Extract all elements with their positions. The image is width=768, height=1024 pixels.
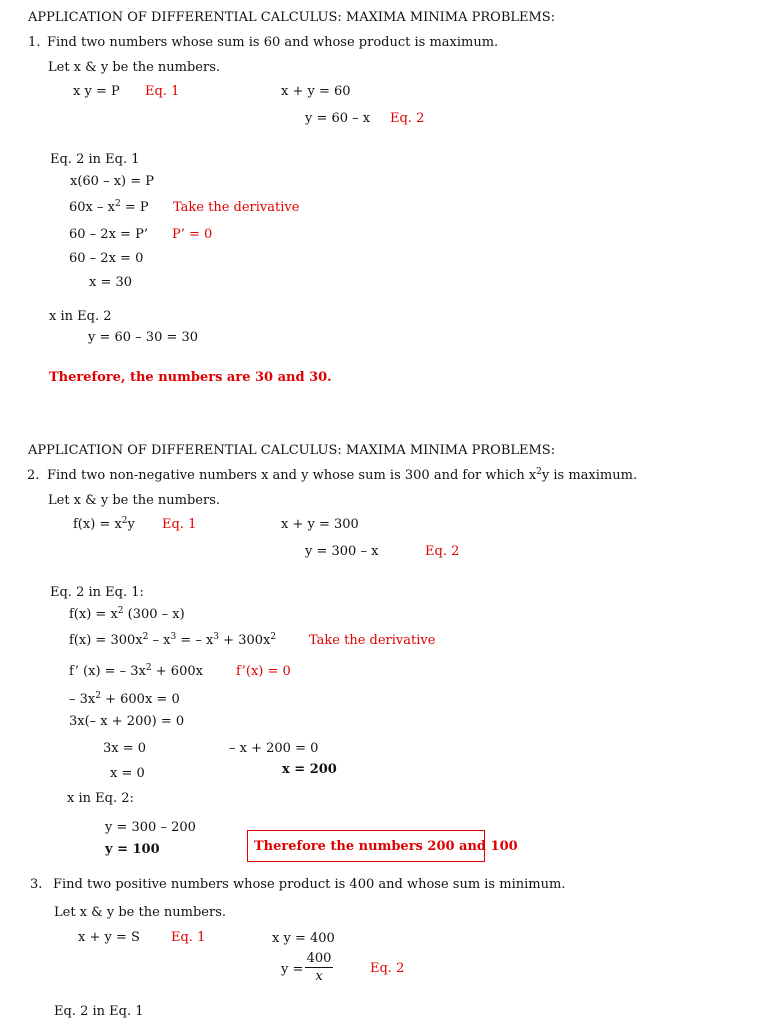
sum-equation: x + y = 300 <box>281 517 359 532</box>
derivative-note: Take the derivative <box>173 200 300 215</box>
product-equation: x y = 400 <box>272 931 335 946</box>
step: y = 300 – 200 <box>105 820 196 835</box>
derivative-note: Take the derivative <box>309 633 436 648</box>
equation-1: x y = P <box>73 84 120 99</box>
conclusion: Therefore the numbers 200 and 100 <box>254 839 518 854</box>
substitution-label: Eq. 2 in Eq. 1 <box>54 1004 144 1019</box>
step: 60 – 2x = 0 <box>69 251 144 266</box>
section-heading: APPLICATION OF DIFFERENTIAL CALCULUS: MAXIMA MINIMA PROBLEMS: <box>28 10 556 25</box>
let-statement: Let x & y be the numbers. <box>54 905 227 920</box>
problem-number: 2. <box>27 468 40 483</box>
step-result: x = 200 <box>282 762 337 777</box>
step: x(60 – x) = P <box>70 174 155 189</box>
equation-2: y = 300 – x <box>305 544 379 559</box>
equation-2-label: Eq. 2 <box>370 961 405 976</box>
step: – $3x^2 + 600x = 0$ <box>69 691 180 707</box>
step: 3x = 0 <box>103 741 147 756</box>
substitution-label: Eq. 2 in Eq. 1: <box>50 585 144 600</box>
let-statement: Let x & y be the numbers. <box>48 493 221 508</box>
let-statement: Let x & y be the numbers. <box>48 60 221 75</box>
problem-statement: Find two numbers whose sum is 60 and whose product is maximum. <box>47 35 499 50</box>
fraction-denominator: x <box>315 969 323 984</box>
section-heading: APPLICATION OF DIFFERENTIAL CALCULUS: MAXIMA MINIMA PROBLEMS: <box>28 443 556 458</box>
equation-1: x + y = S <box>78 930 140 945</box>
sum-equation: x + y = 60 <box>281 84 351 99</box>
step: x = 0 <box>110 766 145 781</box>
substitution-label: Eq. 2 in Eq. 1 <box>50 152 140 167</box>
equation-2-label: Eq. 2 <box>390 111 425 126</box>
equation-1-label: Eq. 1 <box>145 84 180 99</box>
fraction <box>305 952 333 983</box>
step: f’ (x) = – $3x^2 + 600x$ <box>69 663 203 679</box>
step: $60x - x^2 = P$ <box>69 199 149 215</box>
back-substitution-label: x in Eq. 2: <box>67 791 134 806</box>
equation-2-lhs: y = <box>281 962 304 977</box>
step: x = 30 <box>89 275 133 290</box>
equation-1-label: Eq. 1 <box>171 930 206 945</box>
equation-2-label: Eq. 2 <box>425 544 460 559</box>
step: 60 – 2x = P’ <box>69 227 148 242</box>
derivative-zero-note: P’ = 0 <box>172 227 213 242</box>
step: y = 60 – 30 = 30 <box>88 330 199 345</box>
problem-statement: Find two positive numbers whose product is 400 and whose sum is minimum. <box>53 877 566 892</box>
step: $f(x) = 300x^2 - x^3$ = – $x^3 + 300x^2$ <box>69 632 277 648</box>
step: – x + 200 = 0 <box>229 741 319 756</box>
conclusion: Therefore, the numbers are 30 and 30. <box>49 370 332 385</box>
derivative-zero-note: f’(x) = 0 <box>236 664 291 679</box>
equation-1-label: Eq. 1 <box>162 517 197 532</box>
back-substitution-label: x in Eq. 2 <box>49 309 112 324</box>
equation-2: y = 60 – x <box>305 111 371 126</box>
step: $f(x) = x^2$ (300 – x) <box>69 606 185 622</box>
problem-statement: Find two non-negative numbers x and y whose sum is 300 and for which $x^2y$ is maximum. <box>47 467 638 483</box>
problem-number: 3. <box>30 877 43 892</box>
equation-1: $f(x) = x^2y$ <box>73 516 135 532</box>
fraction-numerator: 400 <box>306 951 332 966</box>
problem-number: 1. <box>28 35 41 50</box>
step-result: y = 100 <box>105 842 160 857</box>
step: 3x(– x + 200) = 0 <box>69 714 185 729</box>
